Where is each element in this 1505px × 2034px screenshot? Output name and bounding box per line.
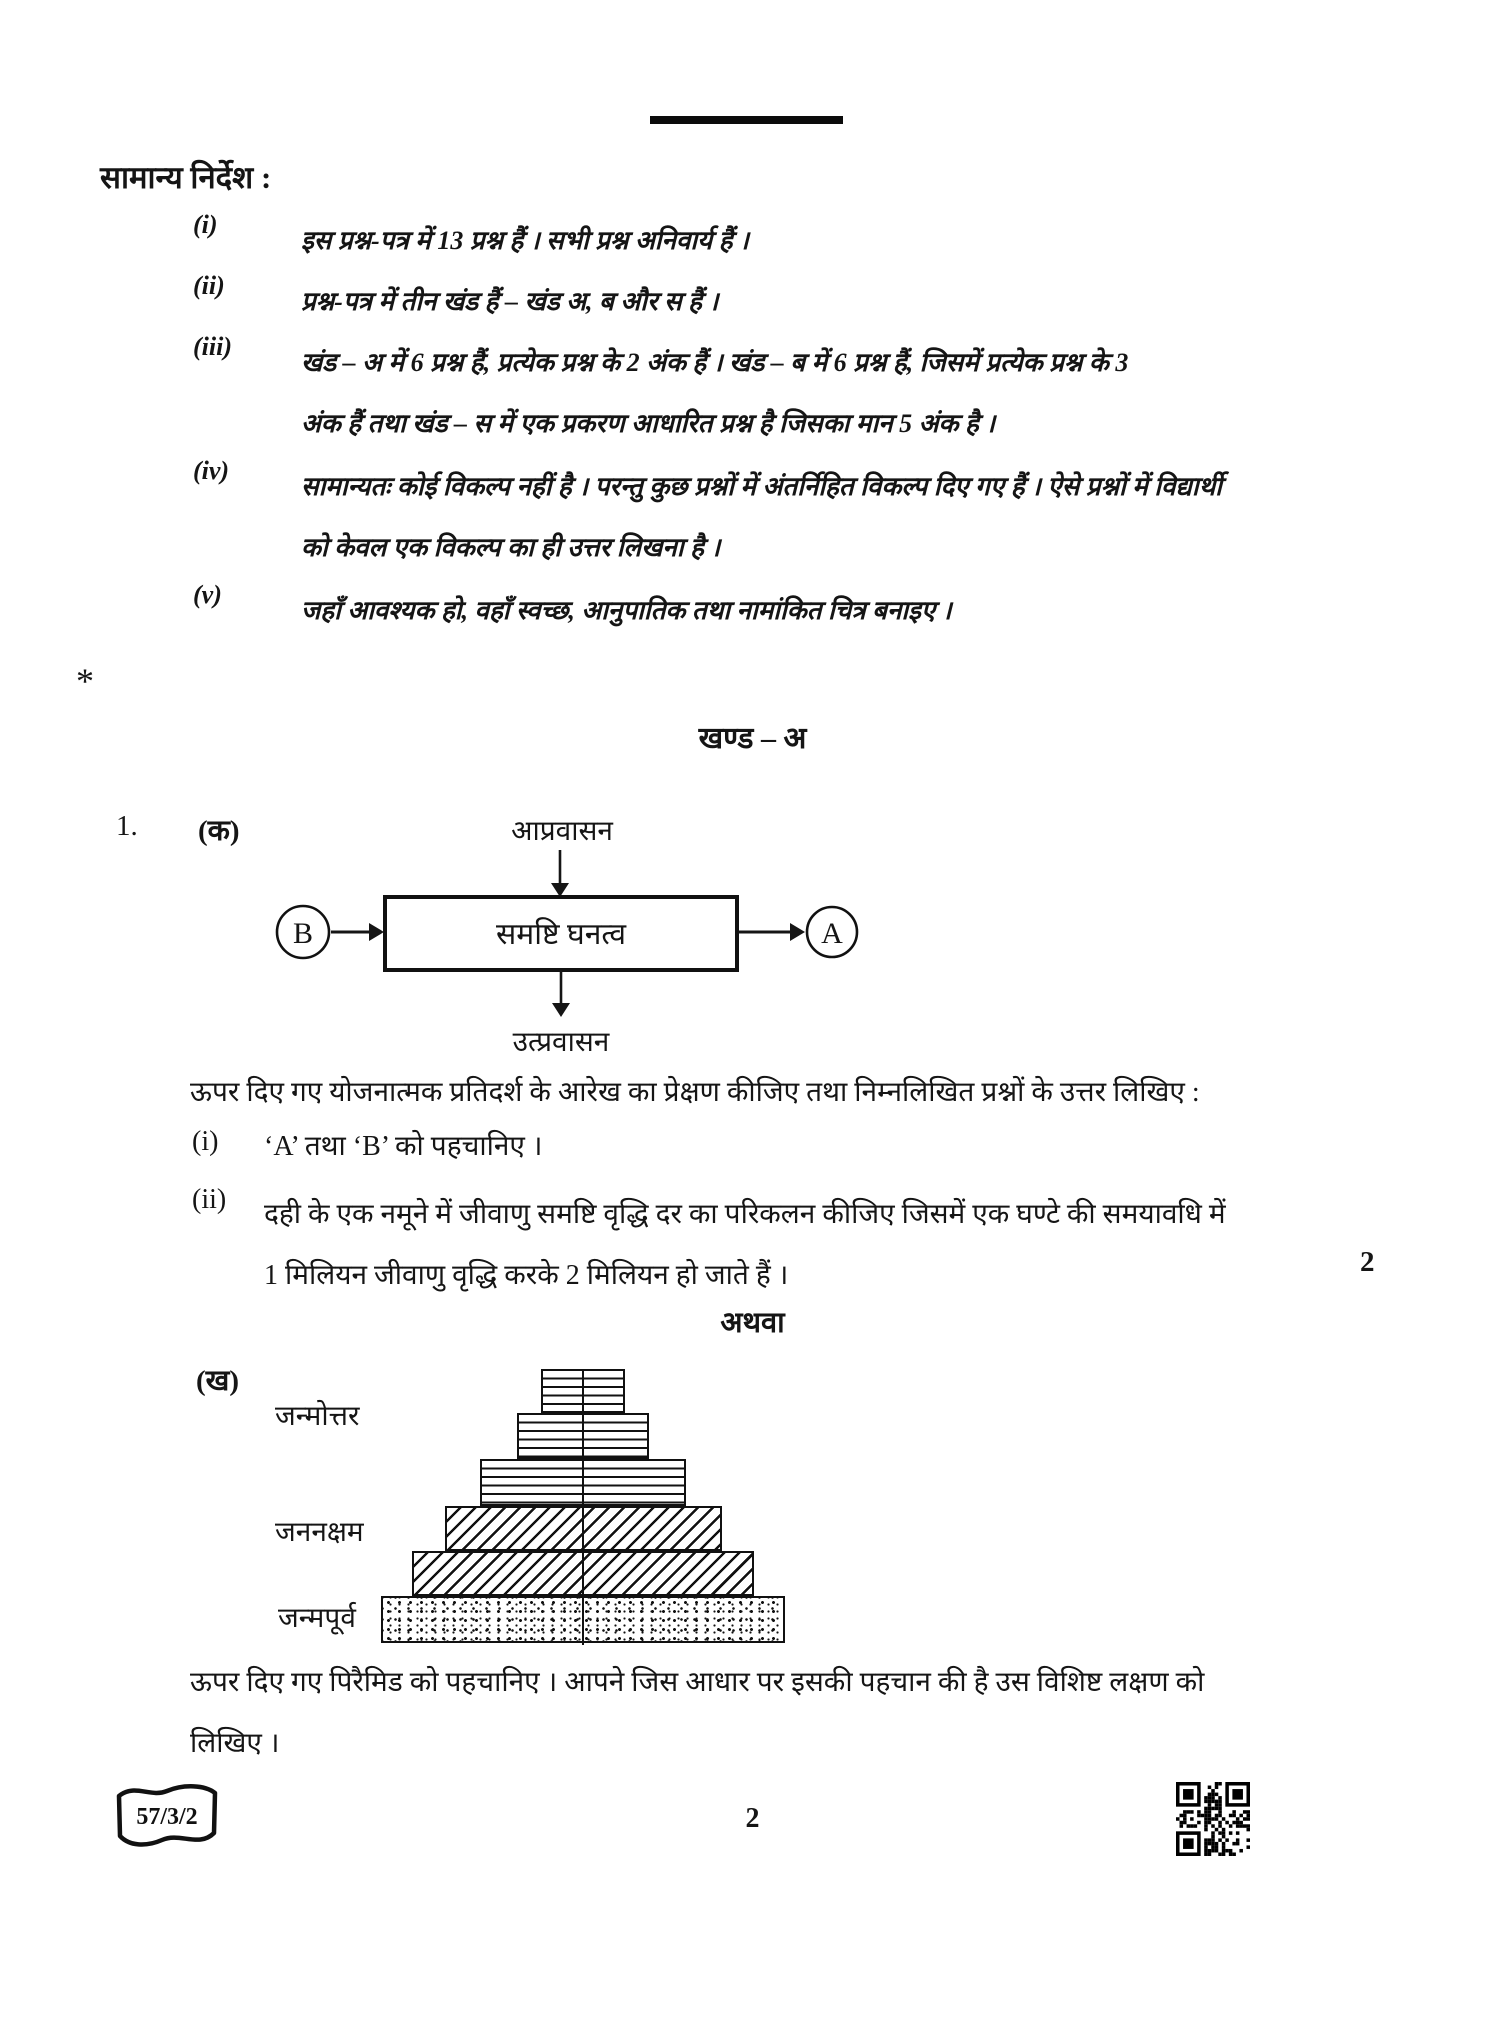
qr-module	[1208, 1793, 1212, 1797]
qr-module	[1208, 1807, 1212, 1811]
qr-module	[1218, 1782, 1222, 1786]
qr-module	[1215, 1814, 1219, 1818]
arrow-b-to-box-head	[369, 923, 384, 941]
qr-module	[1218, 1821, 1222, 1825]
qr-module	[1222, 1849, 1226, 1853]
qr-module	[1208, 1817, 1212, 1821]
qr-module	[1201, 1814, 1205, 1818]
q1b-line: ऊपर दिए गए पिरैमिड को पहचानिए । आपने जिस आधार पर इसकी पहचान की है उस विशिष्ट लक्षण को	[190, 1667, 1205, 1698]
diagram-box-label: समष्टि घनत्व	[495, 918, 627, 951]
qr-module	[1190, 1824, 1194, 1828]
qr-module	[1239, 1849, 1243, 1853]
qr-module	[1222, 1828, 1226, 1832]
instruction-line: इस प्रश्न-पत्र में 13 प्रश्न हैं । सभी प्रश्न अनिवार्य हैं ।	[301, 226, 749, 255]
pyramid-label-pre-reproductive: जन्मपूर्व	[278, 1603, 356, 1634]
qr-module	[1236, 1817, 1240, 1821]
qr-module	[1215, 1793, 1219, 1797]
pyramid-label-reproductive: जननक्षम	[275, 1517, 364, 1548]
sub-question-line: दही के एक नमूने में जीवाणु समष्टि वृद्धि दर का परिकलन कीजिए जिसमें एक घण्टे की समयावधि में	[264, 1199, 1226, 1230]
qr-module	[1208, 1786, 1212, 1790]
qr-module	[1204, 1849, 1208, 1853]
qr-module	[1232, 1842, 1236, 1846]
qr-module	[1239, 1814, 1243, 1818]
qr-module	[1246, 1845, 1250, 1849]
qr-module	[1211, 1849, 1215, 1853]
qr-module	[1176, 1817, 1180, 1821]
qr-module	[1236, 1838, 1240, 1842]
qr-module	[1218, 1800, 1222, 1804]
qr-code	[1176, 1782, 1250, 1858]
qr-module	[1197, 1810, 1201, 1814]
qr-module	[1183, 1838, 1194, 1849]
qr-module	[1197, 1814, 1201, 1818]
qr-module	[1236, 1824, 1240, 1828]
qr-module	[1246, 1824, 1250, 1828]
qr-module	[1236, 1831, 1240, 1835]
qr-module	[1208, 1821, 1212, 1825]
qr-module	[1246, 1838, 1250, 1842]
qr-module	[1218, 1803, 1222, 1807]
qr-module	[1222, 1831, 1226, 1835]
qr-module	[1190, 1810, 1194, 1814]
part-a-label: (क)	[198, 815, 240, 847]
page-number: 2	[745, 1803, 760, 1834]
q1a-intro: ऊपर दिए गए योजनात्मक प्रतिदर्श के आरेख का प्रेक्षण कीजिए तथा निम्नलिखित प्रश्नों के उत्तर लिखिए :	[190, 1077, 1200, 1108]
qr-module	[1229, 1852, 1233, 1856]
instruction-number: (ii)	[193, 271, 225, 300]
qr-module	[1208, 1814, 1212, 1818]
sub-question-text: ‘A’ तथा ‘B’ को पहचानिए ।	[264, 1131, 543, 1162]
qr-module	[1215, 1845, 1219, 1849]
qr-module	[1236, 1821, 1240, 1825]
qr-module	[1190, 1817, 1194, 1821]
qr-module	[1215, 1842, 1219, 1846]
qr-module	[1211, 1817, 1215, 1821]
qr-module	[1225, 1849, 1229, 1853]
population-density-diagram	[0, 800, 950, 1070]
node-a-label: A	[821, 917, 843, 950]
qr-module	[1218, 1810, 1222, 1814]
instruction-item	[193, 456, 1463, 578]
qr-module	[1204, 1842, 1208, 1846]
qr-module	[1222, 1852, 1226, 1856]
top-divider	[650, 116, 843, 124]
qr-module	[1204, 1838, 1208, 1842]
instruction-number: (v)	[193, 580, 222, 609]
qr-module	[1239, 1821, 1243, 1825]
instruction-line: अंक हैं तथा खंड – स में एक प्रकरण आधारित प्रश्न है जिसका मान 5 अंक है ।	[301, 409, 996, 438]
qr-module	[1243, 1824, 1247, 1828]
qr-module	[1218, 1824, 1222, 1828]
qr-module	[1225, 1838, 1229, 1842]
qr-module	[1204, 1828, 1208, 1832]
arrow-emigration-head	[552, 1003, 570, 1017]
instruction-number: (iii)	[193, 332, 232, 361]
qr-module	[1180, 1814, 1184, 1818]
qr-module	[1215, 1800, 1219, 1804]
qr-module	[1246, 1810, 1250, 1814]
qr-module	[1211, 1845, 1215, 1849]
instruction-line: सामान्यतः कोई विकल्प नहीं है । परन्तु कुछ प्रश्नों में अंतर्निहित विकल्प दिए गए हैं । ऐसे प्रश्नों में विद्यार्थी	[301, 472, 1222, 501]
qr-module	[1208, 1796, 1212, 1800]
pyramid-label-post-reproductive: जन्मोत्तर	[275, 1401, 360, 1432]
qr-module	[1243, 1810, 1247, 1814]
qr-module	[1232, 1821, 1236, 1825]
qr-module	[1218, 1807, 1222, 1811]
instruction-line: को केवल एक विकल्प का ही उत्तर लिखना है ।	[301, 533, 721, 562]
qr-module	[1208, 1800, 1212, 1804]
qr-module	[1239, 1824, 1243, 1828]
qr-module	[1218, 1838, 1222, 1842]
qr-module	[1211, 1796, 1215, 1800]
qr-module	[1218, 1814, 1222, 1818]
qr-module	[1246, 1814, 1250, 1818]
qr-module	[1218, 1852, 1222, 1856]
instruction-item	[193, 580, 1463, 641]
instruction-line: खंड – अ में 6 प्रश्न हैं, प्रत्येक प्रश्न के 2 अंक हैं । खंड – ब में 6 प्रश्न हैं, जिसमें प्रत्येक प्रश्न के 3	[301, 348, 1129, 377]
qr-module	[1208, 1803, 1212, 1807]
marks-value: 2	[1360, 1246, 1375, 1278]
qr-module	[1222, 1845, 1226, 1849]
qr-module	[1246, 1828, 1250, 1832]
q1a-sub-i	[192, 1126, 1462, 1166]
qr-module	[1222, 1817, 1226, 1821]
arrow-immigration-head	[551, 883, 569, 897]
pyramid-centerline	[582, 1369, 584, 1645]
qr-module	[1180, 1824, 1184, 1828]
part-b-label: (ख)	[196, 1365, 240, 1397]
qr-module	[1211, 1800, 1215, 1804]
instruction-item	[193, 332, 1463, 454]
qr-module	[1204, 1852, 1208, 1856]
qr-module	[1215, 1807, 1219, 1811]
qr-module	[1215, 1782, 1219, 1786]
qr-module	[1211, 1831, 1215, 1835]
qr-module	[1218, 1796, 1222, 1800]
qr-module	[1197, 1821, 1201, 1825]
qr-module	[1225, 1821, 1229, 1825]
qr-module	[1194, 1824, 1198, 1828]
q1b-line: लिखिए ।	[190, 1728, 280, 1759]
qr-module	[1204, 1810, 1208, 1814]
qr-module	[1204, 1821, 1208, 1825]
qr-module	[1204, 1824, 1208, 1828]
instruction-item	[193, 210, 1463, 271]
qr-module	[1211, 1835, 1215, 1839]
qr-module	[1208, 1849, 1212, 1853]
population-pyramid	[330, 1369, 836, 1645]
qr-module	[1187, 1824, 1191, 1828]
qr-module	[1229, 1824, 1233, 1828]
qr-module	[1236, 1842, 1240, 1846]
qr-module	[1208, 1842, 1212, 1846]
paper-code-text: 57/3/2	[136, 1804, 198, 1830]
instruction-number: (iv)	[193, 456, 230, 485]
qr-module	[1211, 1789, 1215, 1793]
instruction-item	[193, 271, 1463, 332]
qr-module	[1211, 1842, 1215, 1846]
qr-module	[1229, 1831, 1233, 1835]
qr-module	[1215, 1849, 1219, 1853]
qr-module	[1215, 1803, 1219, 1807]
sub-question-line: 1 मिलियन जीवाणु वृद्धि करके 2 मिलियन हो जाते हैं ।	[264, 1260, 789, 1291]
sub-question-number: (ii)	[192, 1184, 227, 1215]
qr-module	[1183, 1817, 1187, 1821]
qr-module	[1204, 1845, 1208, 1849]
qr-module	[1215, 1817, 1219, 1821]
instruction-line: जहाँ आवश्यक हो, वहाँ स्वच्छ, आनुपातिक तथा नामांकित चित्र बनाइए ।	[301, 596, 952, 625]
qr-module	[1215, 1786, 1219, 1790]
qr-module	[1211, 1793, 1215, 1797]
qr-module	[1211, 1807, 1215, 1811]
qr-module	[1187, 1810, 1191, 1814]
instruction-line: प्रश्न-पत्र में तीन खंड हैं – खंड अ, ब और स हैं ।	[301, 287, 719, 316]
sub-question-number: (i)	[192, 1126, 219, 1157]
qr-module	[1183, 1814, 1187, 1818]
qr-module	[1183, 1810, 1187, 1814]
qr-module	[1211, 1838, 1215, 1842]
qr-module	[1232, 1814, 1236, 1818]
instruction-number: (i)	[193, 210, 218, 239]
qr-module	[1232, 1789, 1243, 1800]
qr-module	[1180, 1821, 1184, 1825]
qr-module	[1204, 1814, 1208, 1818]
or-label: अथवा	[720, 1307, 785, 1339]
qr-module	[1243, 1817, 1247, 1821]
qr-module	[1218, 1831, 1222, 1835]
qr-module	[1211, 1824, 1215, 1828]
qr-module	[1232, 1810, 1236, 1814]
qr-module	[1208, 1810, 1212, 1814]
diagram-top-label: आप्रवासन	[511, 816, 613, 847]
qr-module	[1208, 1838, 1212, 1842]
qr-module	[1232, 1852, 1236, 1856]
qr-module	[1215, 1828, 1219, 1832]
node-b-label: B	[292, 917, 314, 950]
qr-module	[1246, 1817, 1250, 1821]
q1a-sub-ii	[192, 1184, 1462, 1306]
question-number: 1.	[116, 810, 138, 842]
qr-module	[1183, 1789, 1194, 1800]
instructions-heading: सामान्य निर्देश :	[100, 160, 272, 195]
qr-module	[1208, 1852, 1212, 1856]
qr-module	[1183, 1821, 1187, 1825]
qr-module	[1204, 1800, 1208, 1804]
qr-module	[1222, 1842, 1226, 1846]
qr-module	[1222, 1835, 1226, 1839]
qr-module	[1229, 1849, 1233, 1853]
qr-module	[1204, 1817, 1208, 1821]
footnote-asterisk: *	[76, 661, 94, 701]
diagram-bottom-label: उत्प्रवासन	[512, 1027, 610, 1058]
section-a-title: खण्ड – अ	[698, 722, 807, 755]
arrow-box-to-a-head	[790, 923, 805, 941]
qr-module	[1204, 1796, 1208, 1800]
qr-module	[1229, 1814, 1233, 1818]
qr-module	[1204, 1807, 1208, 1811]
